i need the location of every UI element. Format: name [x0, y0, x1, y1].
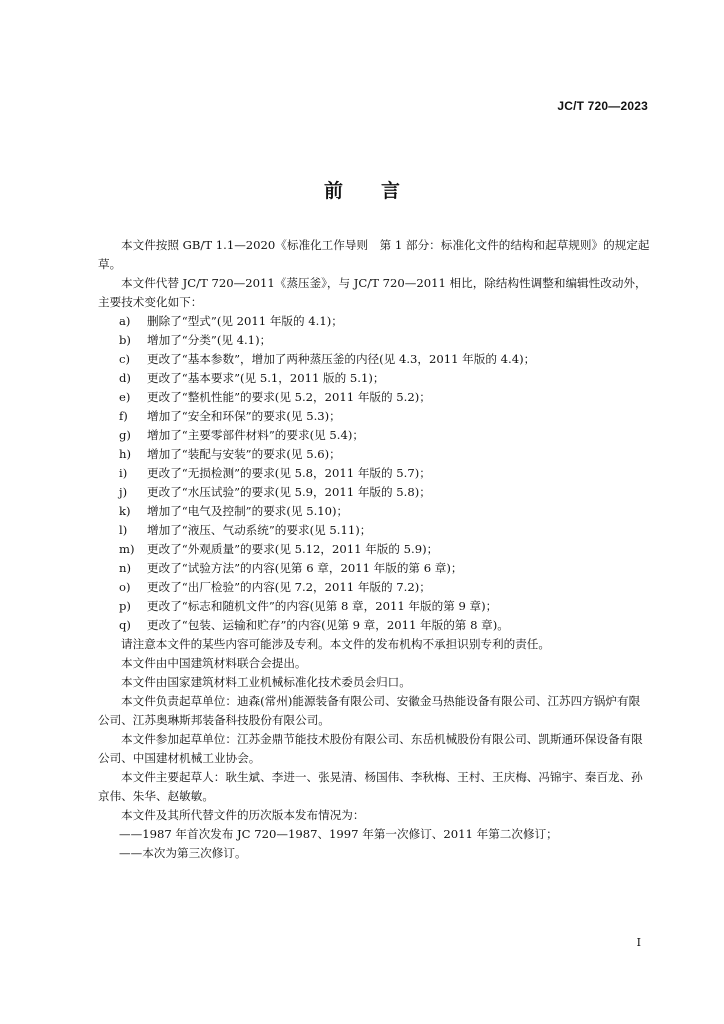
- list-item-text: 增加了“分类”(见 4.1)；: [147, 333, 272, 347]
- list-item-text: 增加了“安全和环保”的要求(见 5.3)；: [147, 409, 341, 423]
- list-item-text: 更改了“出厂检验”的内容(见 7.2，2011 年版的 7.2)；: [147, 580, 431, 594]
- document-code: JC/T 720—2023: [557, 99, 648, 113]
- list-item-text: 增加了“主要零部件材料”的要求(见 5.4)；: [147, 428, 364, 442]
- list-item-text: 更改了“无损检测”的要求(见 5.8，2011 年版的 5.7)；: [147, 466, 431, 480]
- list-marker: n): [119, 561, 131, 575]
- list-marker: k): [119, 504, 131, 518]
- paragraph-patent-notice: 请注意本文件的某些内容可能涉及专利。本文件的发布机构不承担识别专利的责任。: [121, 637, 550, 651]
- list-item-text: 更改了“试验方法”的内容(见第 6 章，2011 年版的第 6 章)；: [147, 561, 463, 575]
- list-item: [98, 369, 650, 388]
- paragraph-drafting-rules: 本文件按照 GB/T 1.1—2020《标准化工作导则 第 1 部分：标准化文件的结构和起草规则》的规定起草。: [98, 238, 650, 271]
- list-item: [98, 616, 650, 635]
- page-number: I: [636, 936, 641, 949]
- list-item: [98, 559, 650, 578]
- list-item: [98, 388, 650, 407]
- list-marker: g): [119, 428, 131, 442]
- list-item-text: 增加了“液压、气动系统”的要求(见 5.11)；: [147, 523, 372, 537]
- list-marker: e): [119, 390, 131, 404]
- list-item: [98, 445, 650, 464]
- list-item: [98, 464, 650, 483]
- paragraph-version-history-intro: 本文件及其所代替文件的历次版本发布情况为：: [121, 808, 365, 822]
- list-item-text: 增加了“装配与安装”的要求(见 5.6)；: [147, 447, 341, 461]
- list-item-text: 更改了“包装、运输和贮存”的内容(见第 9 章，2011 年版的第 8 章)。: [147, 618, 509, 632]
- paragraph-administrator: 本文件由国家建筑材料工业机械标准化技术委员会归口。: [121, 675, 411, 689]
- list-item-text: 更改了“标志和随机文件”的内容(见第 8 章，2011 年版的第 9 章)；: [147, 599, 498, 613]
- page-title: 前言: [323, 180, 438, 202]
- paragraph-lead-drafters: 本文件负责起草单位：迪森(常州)能源装备有限公司、安徽金马热能设备有限公司、江苏四方锅炉有限公司、江苏奥琳斯邦装备科技股份有限公司。: [98, 694, 641, 727]
- list-item-text: 更改了“整机性能”的要求(见 5.2，2011 年版的 5.2)；: [147, 390, 431, 404]
- list-item: [98, 331, 650, 350]
- list-marker: b): [119, 333, 131, 347]
- list-marker: m): [119, 542, 135, 556]
- list-item: [98, 521, 650, 540]
- list-item-text: 更改了“基本要求”(见 5.1，2011 版的 5.1)；: [147, 371, 385, 385]
- paragraph-replacement: 本文件代替 JC/T 720—2011《蒸压釜》，与 JC/T 720—2011 相比，除结构性调整和编辑性改动外，主要技术变化如下：: [98, 276, 647, 309]
- paragraph-proposer: 本文件由中国建筑材料联合会提出。: [121, 656, 307, 670]
- list-marker: f): [119, 409, 128, 423]
- paragraph-main-drafters: 本文件主要起草人：耿生斌、李进一、张晃清、杨国伟、李秋梅、王村、王庆梅、冯锦宇、秦百龙、孙京伟、朱华、赵敏敏。: [98, 770, 643, 803]
- changes-list: [98, 312, 650, 635]
- list-item-text: 删除了“型式”(见 2011 年版的 4.1)；: [147, 314, 343, 328]
- list-item: [98, 502, 650, 521]
- list-marker: h): [119, 447, 131, 461]
- list-item: [98, 407, 650, 426]
- list-marker: a): [119, 314, 131, 328]
- history-item: ——本次为第三次修订。: [119, 846, 247, 860]
- list-item: [98, 578, 650, 597]
- list-marker: d): [119, 371, 131, 385]
- list-item: [98, 597, 650, 616]
- list-item: [98, 426, 650, 445]
- list-item-text: 更改了“外观质量”的要求(见 5.12，2011 年版的 5.9)；: [147, 542, 439, 556]
- list-marker: c): [119, 352, 131, 366]
- list-marker: j): [119, 485, 128, 499]
- list-marker: p): [119, 599, 131, 613]
- list-item-text: 增加了“电气及控制”的要求(见 5.10)；: [147, 504, 349, 518]
- list-item-text: 更改了“基本参数”，增加了两种蒸压釜的内径(见 4.3，2011 年版的 4.4)；: [147, 352, 536, 366]
- history-item: ——1987 年首次发布 JC 720—1987、1997 年第一次修订、2011 年第二次修订；: [119, 827, 558, 841]
- list-marker: l): [119, 523, 128, 537]
- foreword-body: [98, 236, 650, 863]
- list-marker: q): [119, 618, 131, 632]
- list-item: [98, 350, 650, 369]
- list-item: [98, 540, 650, 559]
- list-item-text: 更改了“水压试验”的要求(见 5.9，2011 年版的 5.8)；: [147, 485, 431, 499]
- list-marker: o): [119, 580, 131, 594]
- list-item: [98, 312, 650, 331]
- list-marker: i): [119, 466, 128, 480]
- paragraph-participating-drafters: 本文件参加起草单位：江苏金鼎节能技术股份有限公司、东岳机械股份有限公司、凯斯通环保设备有限公司、中国建材机械工业协会。: [98, 732, 643, 765]
- list-item: [98, 483, 650, 502]
